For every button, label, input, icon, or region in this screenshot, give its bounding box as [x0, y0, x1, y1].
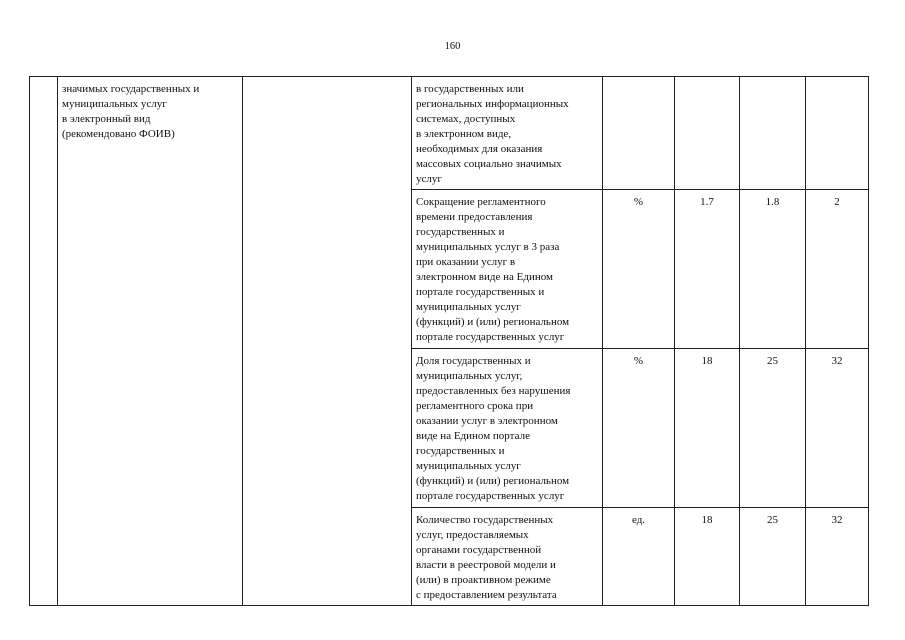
table-cell-value: 1.8	[740, 190, 806, 349]
table-cell-value: 18	[675, 508, 740, 606]
table-cell-value	[675, 77, 740, 190]
table-cell-indicator: Доля государственных и муниципальных услуг, предоставленных без нарушения регламентного срока при оказании услуг в электронном виде на Едином портале государственных и муниципальных услуг (функций) и (или) региональном портале государственных услуг	[412, 349, 603, 508]
table-cell-value: 18	[675, 349, 740, 508]
indicators-table	[29, 76, 869, 606]
table-cell-empty	[243, 77, 412, 606]
table-cell-unit: ед.	[603, 508, 675, 606]
table-cell-value: 1.7	[675, 190, 740, 349]
table-cell-value	[740, 77, 806, 190]
table-cell-value: 32	[806, 508, 869, 606]
table-cell-value: 25	[740, 349, 806, 508]
table-cell-value: 32	[806, 349, 869, 508]
page-number: 160	[444, 41, 461, 52]
table-cell-number	[30, 77, 58, 606]
table-cell-indicator: Сокращение регламентного времени предоставления государственных и муниципальных услуг в 3 раза при оказании услуг в электронном виде на Едином портале государственных и муниципальных услуг (функций) и (или) региональном портале государственных услуг	[412, 190, 603, 349]
table-row	[30, 77, 869, 190]
table-cell-indicator: Количество государственных услуг, предоставляемых органами государственной власти в реестровой модели и (или) в проактивном режиме с предоставлением результата	[412, 508, 603, 606]
table-cell-value	[806, 77, 869, 190]
table-cell-unit	[603, 77, 675, 190]
table-cell-unit: %	[603, 349, 675, 508]
table-cell-value: 2	[806, 190, 869, 349]
table-cell-unit: %	[603, 190, 675, 349]
table-cell-indicator-continuation: в государственных или региональных информационных системах, доступных в электронном виде, необходимых для оказания массовых социально значимых услуг	[412, 77, 603, 190]
table-cell-project-name: значимых государственных и муниципальных услуг в электронный вид (рекомендовано ФОИВ)	[58, 77, 243, 606]
table-cell-value: 25	[740, 508, 806, 606]
